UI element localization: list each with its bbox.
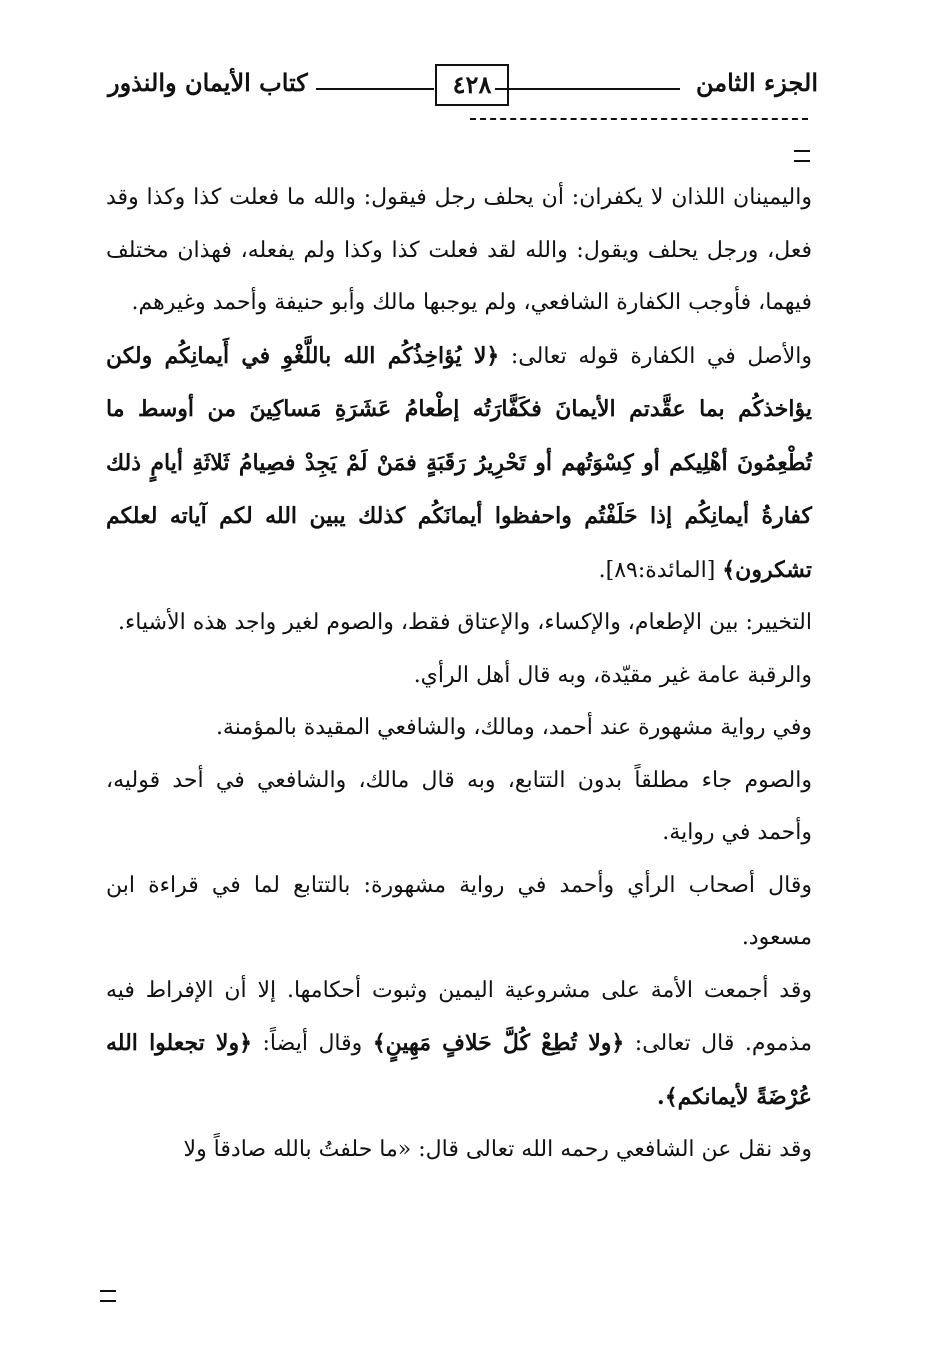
verse-reference: [المائدة:٨٩]. (598, 557, 723, 583)
paragraph-text: وقال أصحاب الرأي وأحمد في رواية مشهورة: بالتتابع لما في قراءة ابن مسعود. (106, 872, 812, 950)
paragraph-text: وقال أيضاً: (252, 1031, 373, 1056)
paragraph-text: التخيير: بين الإطعام، والإكساء، والإعتاق فقط، والصوم لغير واجد هذه الأشياء. (117, 610, 812, 635)
book-title: كتاب الأيمان والنذور (108, 68, 308, 97)
continuation-mark-bottom (100, 1290, 116, 1302)
quran-quote-second: ﴿ولا تجعلوا الله عُرْضَةً لأيمانكم﴾ (106, 1030, 812, 1110)
paragraph-consecutive (106, 860, 812, 965)
paragraph-fasting (106, 755, 812, 860)
paragraph-shafii-quote (106, 1124, 812, 1177)
quran-quote: ﴿لا يُؤاخِذُكُم الله باللَّغْوِ في أَيمانِكُم ولكن يؤاخذكُم بما عقَّدتم الأيمانَ فكَفَّارَتُه إطْعامُ عَشَرَةِ مَساكِينَ من أوسط ما تُطْعِمُونَ أهْلِيكم أو كِسْوَتُهم أو تَحْرِيرُ رَقَبَةٍ فمَنْ لَمْ يَجِدْ فصِيامُ ثَلاثَةِ أيامٍ ذلك كفارةُ أيمانِكُم إذا حَلَفْتُم واحفظوا أيمانَكُم كذلك يبين الله لكم آياته لعلكم تشكرون﴾ (106, 342, 812, 583)
continuation-mark-top (794, 150, 810, 162)
paragraph-text: وقد أجمعت الأمة على مشروعية اليمين وثبوت أحكامها. إلا أن الإفراط فيه مذموم. قال تعالى: (106, 977, 812, 1056)
main-text (106, 172, 812, 1177)
paragraph-believer (106, 702, 812, 755)
header-dashed-divider (470, 118, 808, 120)
header-rule-right (495, 88, 680, 90)
paragraph-text: والصوم جاء مطلقاً بدون التتابع، وبه قال مالك، والشافعي في أحد قوليه، وأحمد في رواية. (106, 767, 812, 845)
paragraph-text: واليمينان اللذان لا يكفران: أن يحلف رجل فيقول: والله ما فعلت كذا وكذا وقد فعل، ورجل يحلف ويقول: والله لقد فعلت كذا وكذا ولم يفعله، فهذان مختلف فيهما، فأوجب الكفارة الشافعي، ولم يوجبها مالك وأبو حنيفة وأحمد وغيرهم. (106, 185, 812, 315)
paragraph-choice (106, 597, 812, 650)
paragraph-oath-types (106, 172, 812, 330)
header-rule-left (316, 88, 434, 90)
paragraph-text: وقد نقل عن الشافعي رحمه الله تعالى قال: «ما حلفتُ بالله صادقاً ولا (183, 1137, 812, 1162)
quran-quote: ﴿ولا تُطِعْ كُلَّ حَلافٍ مَهِينٍ﴾ (372, 1030, 625, 1056)
page-number: ٤٢٨ (435, 64, 509, 106)
volume-label: الجزء الثامن (695, 68, 818, 97)
paragraph-consensus (106, 965, 812, 1125)
paragraph-text: والرقبة عامة غير مقيّدة، وبه قال أهل الرأي. (413, 662, 812, 688)
paragraph-text: والأصل في الكفارة قوله تعالى: (499, 343, 812, 369)
paragraph-expiation-verse (106, 330, 812, 598)
paragraph-slave (106, 650, 812, 703)
paragraph-text: وفي رواية مشهورة عند أحمد، ومالك، والشافعي المقيدة بالمؤمنة. (215, 715, 812, 740)
quote-end-punctuation: . (657, 1083, 665, 1110)
page-header (108, 64, 818, 110)
